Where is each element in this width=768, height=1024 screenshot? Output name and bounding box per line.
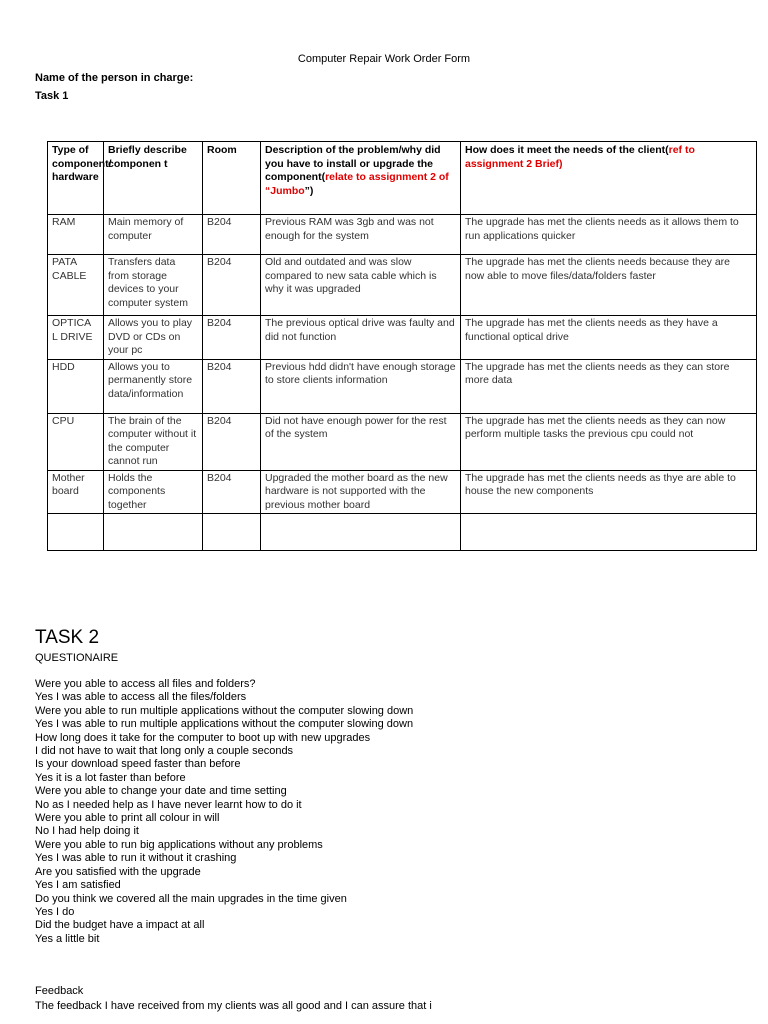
cell-describe: Transfers data from storage devices to your computer system — [104, 255, 203, 316]
feedback-heading: Feedback — [35, 985, 84, 997]
cell-description: Upgraded the mother board as the new hardware is not supported with the previous mother board — [261, 470, 461, 514]
cell-describe — [104, 514, 203, 551]
cell-description: Previous RAM was 3gb and was not enough for the system — [261, 215, 461, 255]
header-needs-note: ref to assignment 2 Brief) — [465, 144, 695, 170]
qa-line: Yes I was able to run multiple applications without the computer slowing down — [35, 718, 414, 731]
header-description-text: Description of the problem/why did you have to install or upgrade the component — [265, 144, 441, 183]
cell-type: OPTICA L DRIVE — [48, 316, 104, 360]
cell-needs — [461, 514, 757, 551]
header-description-note: relate to assignment 2 of “Jumbo — [265, 171, 449, 197]
header-description — [261, 142, 461, 215]
cell-needs: The upgrade has met the clients needs as they can store more data — [461, 359, 757, 413]
cell-needs: The upgrade has met the clients needs as they have a functional optical drive — [461, 316, 757, 360]
qa-line: Is your download speed faster than before — [35, 758, 241, 771]
task1-heading: Task 1 — [35, 90, 69, 102]
table-row — [48, 255, 757, 316]
qa-line: Yes a little bit — [35, 932, 100, 945]
questionaire-subtitle: QUESTIONAIRE — [35, 652, 119, 664]
header-needs-text: How does it meet the needs of the client — [465, 144, 666, 156]
qa-line: How long does it take for the computer to boot up with new upgrades — [35, 731, 371, 744]
qa-line: Yes I was able to run it without it crashing — [35, 852, 237, 865]
header-needs-paren: ( — [665, 144, 669, 156]
cell-describe: Main memory of computer — [104, 215, 203, 255]
qa-line: Yes it is a lot faster than before — [35, 771, 186, 784]
cell-type — [48, 514, 104, 551]
table-row — [48, 413, 757, 470]
header-description-paren: ( — [321, 171, 326, 183]
cell-describe: Allows you to play DVD or CDs on your pc — [104, 316, 203, 360]
cell-describe: The brain of the computer without it the computer cannot run — [104, 413, 203, 470]
cell-needs: The upgrade has met the clients needs as they can now perform multiple tasks the previous cpu could not — [461, 413, 757, 470]
cell-needs: The upgrade has met the clients needs as it allows them to run applications quicker — [461, 215, 757, 255]
table-row — [48, 359, 757, 413]
table-row — [48, 215, 757, 255]
cell-describe: Holds the components together — [104, 470, 203, 514]
cell-type: Mother board — [48, 470, 104, 514]
cell-room: B204 — [203, 359, 261, 413]
cell-description: The previous optical drive was faulty and did not function — [261, 316, 461, 360]
questionaire-list — [35, 678, 413, 946]
qa-line: Were you able to run big applications without any problems — [35, 838, 323, 851]
table-row — [48, 316, 757, 360]
qa-line: Yes I am satisfied — [35, 879, 121, 892]
qa-line: Did the budget have a impact at all — [35, 919, 205, 932]
cell-room: B204 — [203, 470, 261, 514]
qa-line: Were you able to run multiple applications without the computer slowing down — [35, 704, 414, 717]
header-describe: Briefly describe componen t — [104, 142, 203, 215]
cell-room: B204 — [203, 413, 261, 470]
header-room: Room — [203, 142, 261, 215]
header-description-close: ”) — [304, 184, 314, 197]
feedback-text: The feedback I have received from my clients was all good and I can assure that i — [35, 1000, 432, 1012]
cell-needs: The upgrade has met the clients needs because they are now able to move files/data/folders faster — [461, 255, 757, 316]
cell-type: PATA CABLE — [48, 255, 104, 316]
cell-needs: The upgrade has met the clients needs as thye are able to house the new components — [461, 470, 757, 514]
qa-line: Yes I do — [35, 905, 75, 918]
qa-line: No I had help doing it — [35, 825, 139, 838]
cell-room — [203, 514, 261, 551]
cell-description: Old and outdated and was slow compared to new sata cable which is why it was upgraded — [261, 255, 461, 316]
header-type: Type of component/ hardware — [48, 142, 104, 215]
cell-room: B204 — [203, 316, 261, 360]
qa-line: Are you satisfied with the upgrade — [35, 865, 201, 878]
qa-line: Yes I was able to access all the files/folders — [35, 691, 247, 704]
table-header-row — [48, 142, 757, 215]
qa-line: Do you think we covered all the main upgrades in the time given — [35, 892, 347, 905]
cell-description: Previous hdd didn't have enough storage to store clients information — [261, 359, 461, 413]
qa-line: I did not have to wait that long only a couple seconds — [35, 745, 294, 758]
task2-heading: TASK 2 — [35, 627, 100, 648]
table-row — [48, 514, 757, 551]
cell-room: B204 — [203, 215, 261, 255]
work-order-table — [47, 141, 757, 551]
cell-describe: Allows you to permanently store data/information — [104, 359, 203, 413]
person-in-charge-label: Name of the person in charge: — [35, 72, 194, 84]
cell-room: B204 — [203, 255, 261, 316]
page-title: Computer Repair Work Order Form — [297, 53, 471, 65]
cell-description — [261, 514, 461, 551]
cell-description: Did not have enough power for the rest of the system — [261, 413, 461, 470]
table-row — [48, 470, 757, 514]
qa-line: Were you able to access all files and folders? — [35, 678, 256, 690]
cell-type: RAM — [48, 215, 104, 255]
qa-line: Were you able to print all colour in will — [35, 812, 220, 825]
cell-type: HDD — [48, 359, 104, 413]
qa-line: No as I needed help as I have never learnt how to do it — [35, 798, 302, 811]
cell-type: CPU — [48, 413, 104, 470]
qa-line: Were you able to change your date and time setting — [35, 785, 287, 798]
header-needs — [461, 142, 757, 215]
